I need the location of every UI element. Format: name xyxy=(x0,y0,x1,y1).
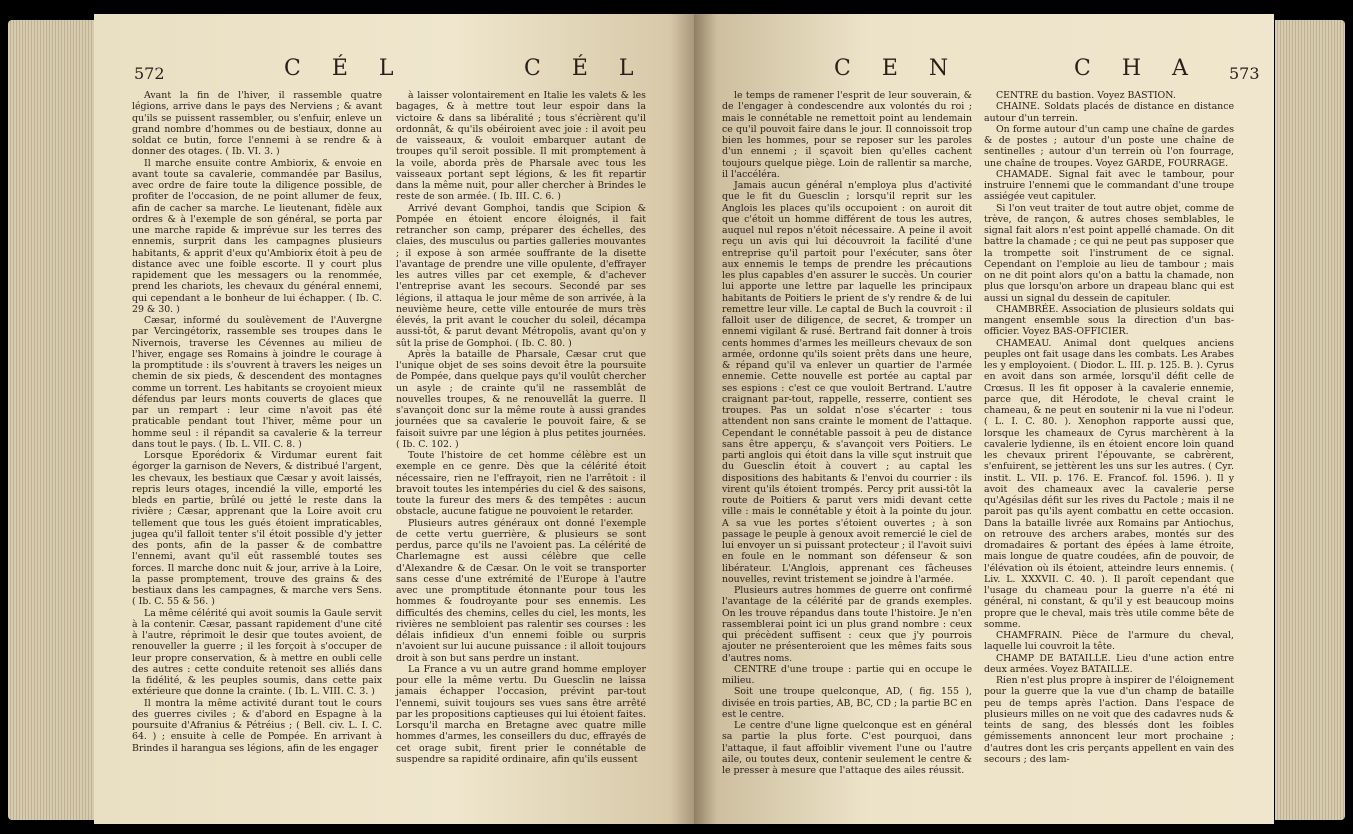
right-page-edges xyxy=(1275,20,1345,820)
paragraph: CHAMEAU. Animal dont quelques anciens peuples ont fait usage dans les combats. Les Arabes les y employoient. ( Diodor. L. III. p. 125. B. ). Cyrus en avoit dans son armée, lorsqu'il défit celle de Crœsus. Il les fit opposer à la cavalerie ennemie, parce que, dit Hérodote, le cheval craint le chameau, & ne peut en soutenir ni la vue ni l'odeur. ( L. I. C. 80. ). Xenophon rapporte aussi que, lorsque les chameaux de Cyrus marchèrent à la cavalerie lydienne, ils en étoient encore loin quand les chevaux prirent l'épouvante, se cabrèrent, s'enfuirent, se jettèrent les uns sur les autres. ( Cyr. instit. L. VII. p. 176. E. Francof. fol. 1596. ). Il y avoit des chameaux avec la cavalerie perse qu'Agésilas défit sur les rives du Pactole ; mais il ne paroit pas qu'ils ayent combattu en cette occasion. Dans la bataille livrée aux Romains par Antiochus, on retrouve des archers arabes, montés sur des dromadaires & portant des épées à lame étroite, mais longue de quatre coudées, afin de pouvoir, de l'élévation où ils étoient, atteindre leurs ennemis. ( Liv. L. XXXVII. C. 40. ). Il paroît cependant que l'usage du chameau pour la guerre n'a été ni général, ni constant, & qu'il y est beaucoup moins propre que le cheval, mais très utile comme bête de somme. xyxy=(984,337,1234,630)
paragraph: Rien n'est plus propre à inspirer de l'éloignement pour la guerre que la vue d'un champ de bataille peu de temps après l'action. Dans l'espace de plusieurs milles on ne voit que des cadavres nuds & teints de sang, des blessés dont les foibles gémissements annoncent leur mort prochaine ; d'autres dont les cris perçants appellent en vain des secours ; des lam- xyxy=(984,675,1234,765)
paragraph: Avant la fin de l'hiver, il rassemble quatre légions, arrive dans le pays des Nerviens ; & avant qu'ils se puissent rassembler, ou s'enfuir, enleve un grand nombre d'hommes ou de bestiaux, donne au soldat ce butin, force l'ennemi à se rendre & à donner des otages. ( Ib. VI. 3. ) xyxy=(132,90,382,158)
open-book xyxy=(8,6,1345,828)
paragraph: CENTRE d'une troupe : partie qui en occupe le milieu. xyxy=(722,663,972,686)
paragraph: Arrivé devant Gomphoi, tandis que Scipion & Pompée en étoient encore éloignés, il fait retrancher son camp, préparer des échelles, des claies, des musculus ou parties galleries mouvantes ; il expose à son armée souffrante de la disette l'avantage de prendre une ville opulente, d'effrayer les autres villes par cet exemple, & d'achever l'entreprise avant les secours. Secondé par ses légions, il attaqua le jour même de son arrivée, à la neuvième heure, cette ville entourée de murs très élevés, la prit avant le coucher du soleil, décampa aussi-tôt, & parut devant Métropolis, avant qu'on y sût la prise de Gomphoi. ( Ib. C. 80. ) xyxy=(396,202,646,349)
left-page-column-1 xyxy=(132,90,382,754)
paragraph: La France a vu un autre grand homme employer pour elle la même vertu. Du Guesclin ne laissa jamais échapper l'occasion, prévint par-tout l'ennemi, suivit toujours ses vues sans être arrêté par les propositions captieuses qui lui étoient faites. Lorsqu'il marcha en Bretagne avec quatre mille hommes d'armes, les conseillers du duc, effrayés de cet orage subit, firent prier le connétable de suspendre sa rapidité ordinaire, afin qu'ils eussent xyxy=(396,663,646,765)
paragraph: Soit une troupe quelconque, AD, ( fig. 155 ), divisée en trois parties, AB, BC, CD ; la partie BC en est le centre. xyxy=(722,686,972,720)
paragraph: Lorsque Eporédorix & Virdumar eurent fait égorger la garnison de Nevers, & distribué l'argent, les chevaux, les bestiaux que Cæsar y avoit laissés, repris leurs otages, incendié la ville, emporté les bleds en partie, brûlé ou jetté le reste dans la rivière ; Cæsar, apprenant que la Loire avoit cru tellement que tous les gués étoient impraticables, jugea qu'il falloit tenter s'il étoit possible d'y jetter des ponts, afin de la passer & de combattre l'ennemi, avant qu'il eût rassemblé toutes ses forces. Il marche donc nuit & jour, arrive à la Loire, la passe promptement, trouve des grains & des bestiaux dans les campagnes, & marche vers Sens. ( Ib. C. 55 & 56. ) xyxy=(132,450,382,608)
paragraph: Plusieurs autres généraux ont donné l'exemple de cette vertu guerrière, & plusieurs se sont perdus, parce qu'ils ne l'avoient pas. La célérité de Charlemagne est aussi célèbre que celle d'Alexandre & de Cæsar. On le voit se transporter sans cesse d'une extrémité de l'Europe à l'autre avec une promptitude étonnante pour tous les hommes & foudroyante pour ses ennemis. Les difficultés des chemins, celles du ciel, les monts, les rivières ne sembloient pas ralentir ses courses : les délais infidieux d'un ennemi foible ou surpris n'avoient sur lui aucune puissance : il alloit toujours droit à son but sans perdre un instant. xyxy=(396,517,646,664)
left-page-edges xyxy=(8,20,98,820)
paragraph: CHAMFRAIN. Pièce de l'armure du cheval, laquelle lui couvroit la tête. xyxy=(984,630,1234,653)
paragraph: Après la bataille de Pharsale, Cæsar crut que l'unique objet de ses soins devoit être la poursuite de Pompée, dans quelque pays qu'il voulût chercher un asyle ; de crainte qu'il ne rassemblât de nouvelles troupes, & ne renouvellât la guerre. Il s'avançoit donc sur la même route à aussi grandes journées que sa cavalerie le pouvoit faire, & se faisoit suivre par une légion à plus petites journées. ( Ib. C. 102. ) xyxy=(396,348,646,450)
page-number-left: 572 xyxy=(134,64,165,83)
paragraph: CENTRE du bastion. Voyez BASTION. xyxy=(996,90,1176,101)
running-head-right-1: C E N xyxy=(834,56,961,81)
paragraph: Plusieurs autres hommes de guerre ont confirmé l'avantage de la célérité par de grands exemples. On les trouve répandus dans toute l'histoire. Je n'en rassemblerai point ici un plus grand nombre : ceux qui précèdent suffisent : ceux que j'y pourrois ajouter ne présenteroient que les mêmes faits sous d'autres noms. xyxy=(722,585,972,664)
right-page-column-1 xyxy=(722,90,972,776)
paragraph: CHAINE. Soldats placés de distance en distance autour d'un terrein. xyxy=(984,101,1234,124)
paragraph: le temps de ramener l'esprit de leur souverain, & de l'engager à condescendre aux volontés du roi ; mais le connétable ne remettoit point au lendemain ce qu'il pouvoit faire dans le jour. Il connoissoit trop bien les hommes, pour se reposer sur les paroles d'un ennemi ; il sçavoit bien qu'elles cachent toujours quelque piège. Loin de rallentir sa marche, il l'accéléra. xyxy=(722,90,972,180)
paragraph: CHAMP DE BATAILLE. Lieu d'une action entre deux armées. Voyez BATAILLE. xyxy=(984,652,1234,675)
paragraph: Cæsar, informé du soulèvement de l'Auvergne par Vercingétorix, rassemble ses troupes dans le Nivernois, traverse les Cévennes au milieu de l'hiver, engage ses Romains à joindre le courage à la promptitude : ils s'ouvrent à travers les neiges un chemin de six pieds, & descendent des montagnes comme un torrent. Les habitants se croyoient mieux défendus par leurs monts couverts de glaces que par un rempart : leur cime n'avoit pas été praticable pendant tout l'hiver, même pour un homme seul : il répandit sa cavalerie & la terreur dans tout le pays. ( Ib. L. VII. C. 8. ) xyxy=(132,315,382,450)
right-page xyxy=(694,14,1274,824)
paragraph: CHAMBRÉE. Association de plusieurs soldats qui mangent ensemble sous la direction d'un bas-officier. Voyez BAS-OFFICIER. xyxy=(984,303,1234,338)
paragraph: Si l'on veut traiter de tout autre objet, comme de trève, de rançon, & autres choses semblables, le signal fait alors n'est point appellé chamade. On dit battre la chamade ; ce qui ne peut pas supposer que la trompette soit l'instrument de ce signal. Cependant on l'emploie au lieu de tambour ; mais on ne dit point alors qu'on a battu la chamade, non plus que lorsqu'on arbore un drapeau blanc qui est aussi un signal du dessein de capituler. xyxy=(984,202,1234,304)
paragraph: La même célérité qui avoit soumis la Gaule servit à la contenir. Cæsar, passant rapidement d'une cité à l'autre, réprimoit le desir que toutes avoient, de renouveller la guerre ; il les forçoit à s'occuper de leur propre conservation, & à mettre en oubli celle des autres : cette conduite retenoit ses alliés dans la fidélité, & les peuples soumis, dans cette paix extérieure que donne la crainte. ( Ib. L. VIII. C. 3. ) xyxy=(132,607,382,698)
paragraph: CHAMADE. Signal fait avec le tambour, pour instruire l'ennemi que le commandant d'une troupe assiégée veut capituler. xyxy=(984,168,1234,203)
paragraph: Le centre d'une ligne quelconque est en général sa partie la plus forte. C'est pourquoi, dans l'attaque, il faut affoiblir vivement l'une ou l'autre aile, ou toutes deux, contenir seulement le centre & le presser à mesure que l'attaque des ailes réussit. xyxy=(722,720,972,776)
paragraph: à laisser volontairement en Italie les valets & les bagages, & à mettre tout leur espoir dans la victoire & dans sa libéralité ; tous s'écrièrent qu'il ordonnât, & qu'ils obéiroient avec joie : il avoit peu de vaisseaux, & vouloit embarquer autant de troupes qu'il seroit possible. Il mit promptement à la voile, aborda près de Pharsale avec tous les vaisseaux portant sept légions, & les fit repartir dans la même nuit, pour aller chercher à Brindes le reste de son armée. ( Ib. III. C. 6. ) xyxy=(396,90,646,203)
paragraph: Toute l'histoire de cet homme célèbre est un exemple en ce genre. Dès que la célérité étoit nécessaire, rien ne l'effrayoit, rien ne l'arrêtoit : il bravoit toutes les intempéries du ciel & des saisons, toute la fureur des mers & des tempêtes : aucun obstacle, aucune fatigue ne pouvoient le retarder. xyxy=(396,450,646,518)
right-page-column-2 xyxy=(984,90,1234,765)
running-head-left-1: C É L xyxy=(284,56,406,81)
paragraph: Il montra la même activité durant tout le cours des guerres civiles ; & d'abord en Espagne à la poursuite d'Afranius & Pétréius ; ( Bell. civ. L. I. C. 64. ) ; ensuite à celle de Pompée. En arrivant à Brindes il harangua ses légions, afin de les engager xyxy=(132,697,382,754)
running-head-right-2: C H A xyxy=(1074,56,1200,81)
running-head-left-2: C É L xyxy=(524,56,646,81)
left-page xyxy=(94,14,694,824)
paragraph: Il marche ensuite contre Ambiorix, & envoie en avant toute sa cavalerie, commandée par Basilus, avec ordre de faire toute la diligence possible, de profiter de l'occasion, de ne point allumer de feux, afin de cacher sa marche. Le lieutenant, fidèle aux ordres & à l'exemple de son général, se porta par une marche rapide & imprévue sur les terres des ennemis, surprit dans les campagnes plusieurs habitants, & apprit d'eux qu'Ambiorix étoit à peu de distance avec une foible escorte. Il y court plus rapidement que les messagers ou la renommée, prend les chariots, les chevaux du général ennemi, qui cependant a le bonheur de lui échapper. ( Ib. C. 29 & 30. ) xyxy=(132,157,382,315)
page-number-right: 573 xyxy=(1229,64,1260,83)
paragraph: On forme autour d'un camp une chaîne de gardes & de postes ; autour d'un poste une chaîne de sentinelles ; autour d'un terrein où l'on fourrage, une chaîne de troupes. Voyez GARDE, FOURRAGE. xyxy=(984,123,1234,169)
paragraph: Jamais aucun général n'employa plus d'activité que le fit du Guesclin ; lorsqu'il reprit sur les Anglois les places qu'ils occupoient : on auroit dit que c'étoit un homme différent de tous les autres, auquel nul repos n'étoit nécessaire. A peine il avoit reçu un avis qui lui découvroit la facilité d'une entreprise qu'il partoit pour l'exécuter, sans ôter aux ennemis le temps de prendre les précautions les plus capables d'en assurer le succès. Un courier lui apporte une lettre par laquelle les principaux habitants de Poitiers le prient de s'y rendre & de lui remettre leur ville. Le captal de Buch la couvroit : il falloit user de diligence, de secret, & tromper un ennemi vigilant & rusé. Bertrand fait donner à trois cents hommes d'armes les meilleurs chevaux de son armée, ordonne qu'ils soient prêts dans une heure, & répand qu'il va enlever un quartier de l'armée ennemie. Cette nouvelle est portée au captal par ses espions : c'est ce que vouloit Bertrand. L'autre craignant par-tout, rappelle, resserre, contient ses troupes. Pas un soldat n'ose s'écarter : tous attendent non sans crainte le moment de l'attaque. Cependant le connétable passoit à peu de distance sans être apperçu, & s'avançoit vers Poitiers. Le parti anglois qui étoit dans la ville sçut instruit que du Guesclin étoit à couvert ; au captal les dispositions des habitants & l'envoi du courrier : ils virent qu'ils étoient trompés. Percy prit aussi-tôt la route de Poitiers & parut vers midi devant cette ville : mais le connétable y étoit à la pointe du jour. A sa vue les portes s'étoient ouvertes ; à son passage le peuple à genoux avoit remercié le ciel de lui envoyer un si puissant protecteur ; il l'avoit suivi en foule en le nommant son défenseur & son libérateur. L'Anglois, apprenant ces fâcheuses nouvelles, revint tristement se joindre à l'armée. xyxy=(722,180,972,585)
left-page-column-2 xyxy=(396,90,646,765)
